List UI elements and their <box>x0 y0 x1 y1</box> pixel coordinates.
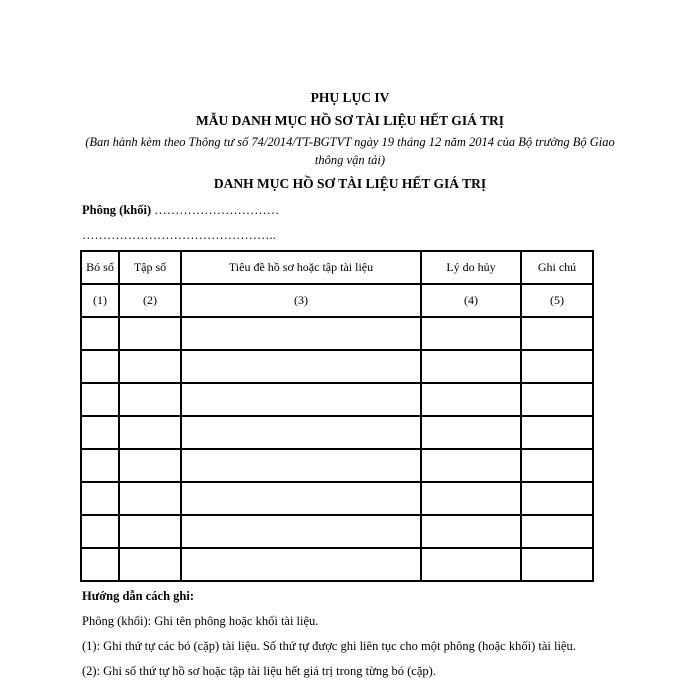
table-row <box>81 350 593 383</box>
table-cell <box>119 317 181 350</box>
table-row <box>81 383 593 416</box>
table-cell <box>119 383 181 416</box>
column-number: (4) <box>421 284 521 317</box>
table-cell <box>421 350 521 383</box>
table-cell <box>81 548 119 581</box>
header-file-title: Tiêu đề hồ sơ hoặc tập tài liệu <box>181 251 421 284</box>
table-cell <box>181 515 421 548</box>
instruction-item: (1): Ghi thứ tự các bó (cặp) tài liệu. Số thứ tự được ghi liên tục cho một phông (hoặc khối) tài liệu. <box>82 639 576 653</box>
table-cell <box>421 548 521 581</box>
table-cell <box>119 515 181 548</box>
instruction-item: Phông (khối): Ghi tên phông hoặc khối tài liệu. <box>82 614 319 628</box>
table-cell <box>421 416 521 449</box>
table-cell <box>119 449 181 482</box>
document-title: DANH MỤC HỒ SƠ TÀI LIỆU HẾT GIÁ TRỊ <box>213 176 487 191</box>
header-notes: Ghi chú <box>521 251 593 284</box>
table-cell <box>521 482 593 515</box>
department-line <box>82 203 279 218</box>
table-row <box>81 515 593 548</box>
table-cell <box>181 383 421 416</box>
table-cell <box>81 416 119 449</box>
table-cell <box>521 317 593 350</box>
department-dots-line-2: ……………………………………….. <box>82 228 276 242</box>
table-cell <box>81 383 119 416</box>
table-cell <box>181 350 421 383</box>
table-cell <box>181 317 421 350</box>
table-cell <box>521 515 593 548</box>
table-cell <box>81 515 119 548</box>
table-cell <box>81 350 119 383</box>
table-cell <box>421 482 521 515</box>
department-dots: ………………………… <box>154 203 280 217</box>
column-number: (3) <box>181 284 421 317</box>
table-cell <box>181 449 421 482</box>
instructions-heading: Hướng dẫn cách ghi: <box>82 589 195 603</box>
column-number: (1) <box>81 284 119 317</box>
department-label: Phông (khối) <box>82 203 152 217</box>
table-cell <box>81 317 119 350</box>
column-number: (2) <box>119 284 181 317</box>
table-cell <box>521 350 593 383</box>
table-cell <box>119 482 181 515</box>
table-row <box>81 548 593 581</box>
table-cell <box>81 482 119 515</box>
catalog-table <box>80 250 594 582</box>
table-cell <box>521 548 593 581</box>
table-cell <box>119 548 181 581</box>
table-cell <box>521 416 593 449</box>
table-row <box>81 449 593 482</box>
table-cell <box>421 383 521 416</box>
table-numbering-row <box>81 284 593 317</box>
instructions <box>82 588 602 688</box>
table-cell <box>181 482 421 515</box>
table-cell <box>181 548 421 581</box>
form-title: MẪU DANH MỤC HỒ SƠ TÀI LIỆU HẾT GIÁ TRỊ <box>196 113 504 128</box>
table-cell <box>421 515 521 548</box>
table-row <box>81 317 593 350</box>
header-bundle-no: Bó số <box>81 251 119 284</box>
table-cell <box>81 449 119 482</box>
instruction-item: (2): Ghi số thứ tự hồ sơ hoặc tập tài liệu hết giá trị trong từng bó (cặp). <box>82 664 436 678</box>
header-file-no: Tập số <box>119 251 181 284</box>
table-cell <box>119 416 181 449</box>
table-row <box>81 482 593 515</box>
table-cell <box>421 317 521 350</box>
column-number: (5) <box>521 284 593 317</box>
table-cell <box>181 416 421 449</box>
table-row <box>81 416 593 449</box>
table-cell <box>421 449 521 482</box>
table-header-row <box>81 251 593 284</box>
table-cell <box>521 449 593 482</box>
header-destroy-reason: Lý do hủy <box>421 251 521 284</box>
issued-note: (Ban hành kèm theo Thông tư số 74/2014/TT-BGTVT ngày 19 tháng 12 năm 2014 của Bộ trưởng Bộ Giao thông vận tải) <box>85 135 615 167</box>
table-cell <box>119 350 181 383</box>
appendix-title: PHỤ LỤC IV <box>310 90 390 105</box>
table-cell <box>521 383 593 416</box>
